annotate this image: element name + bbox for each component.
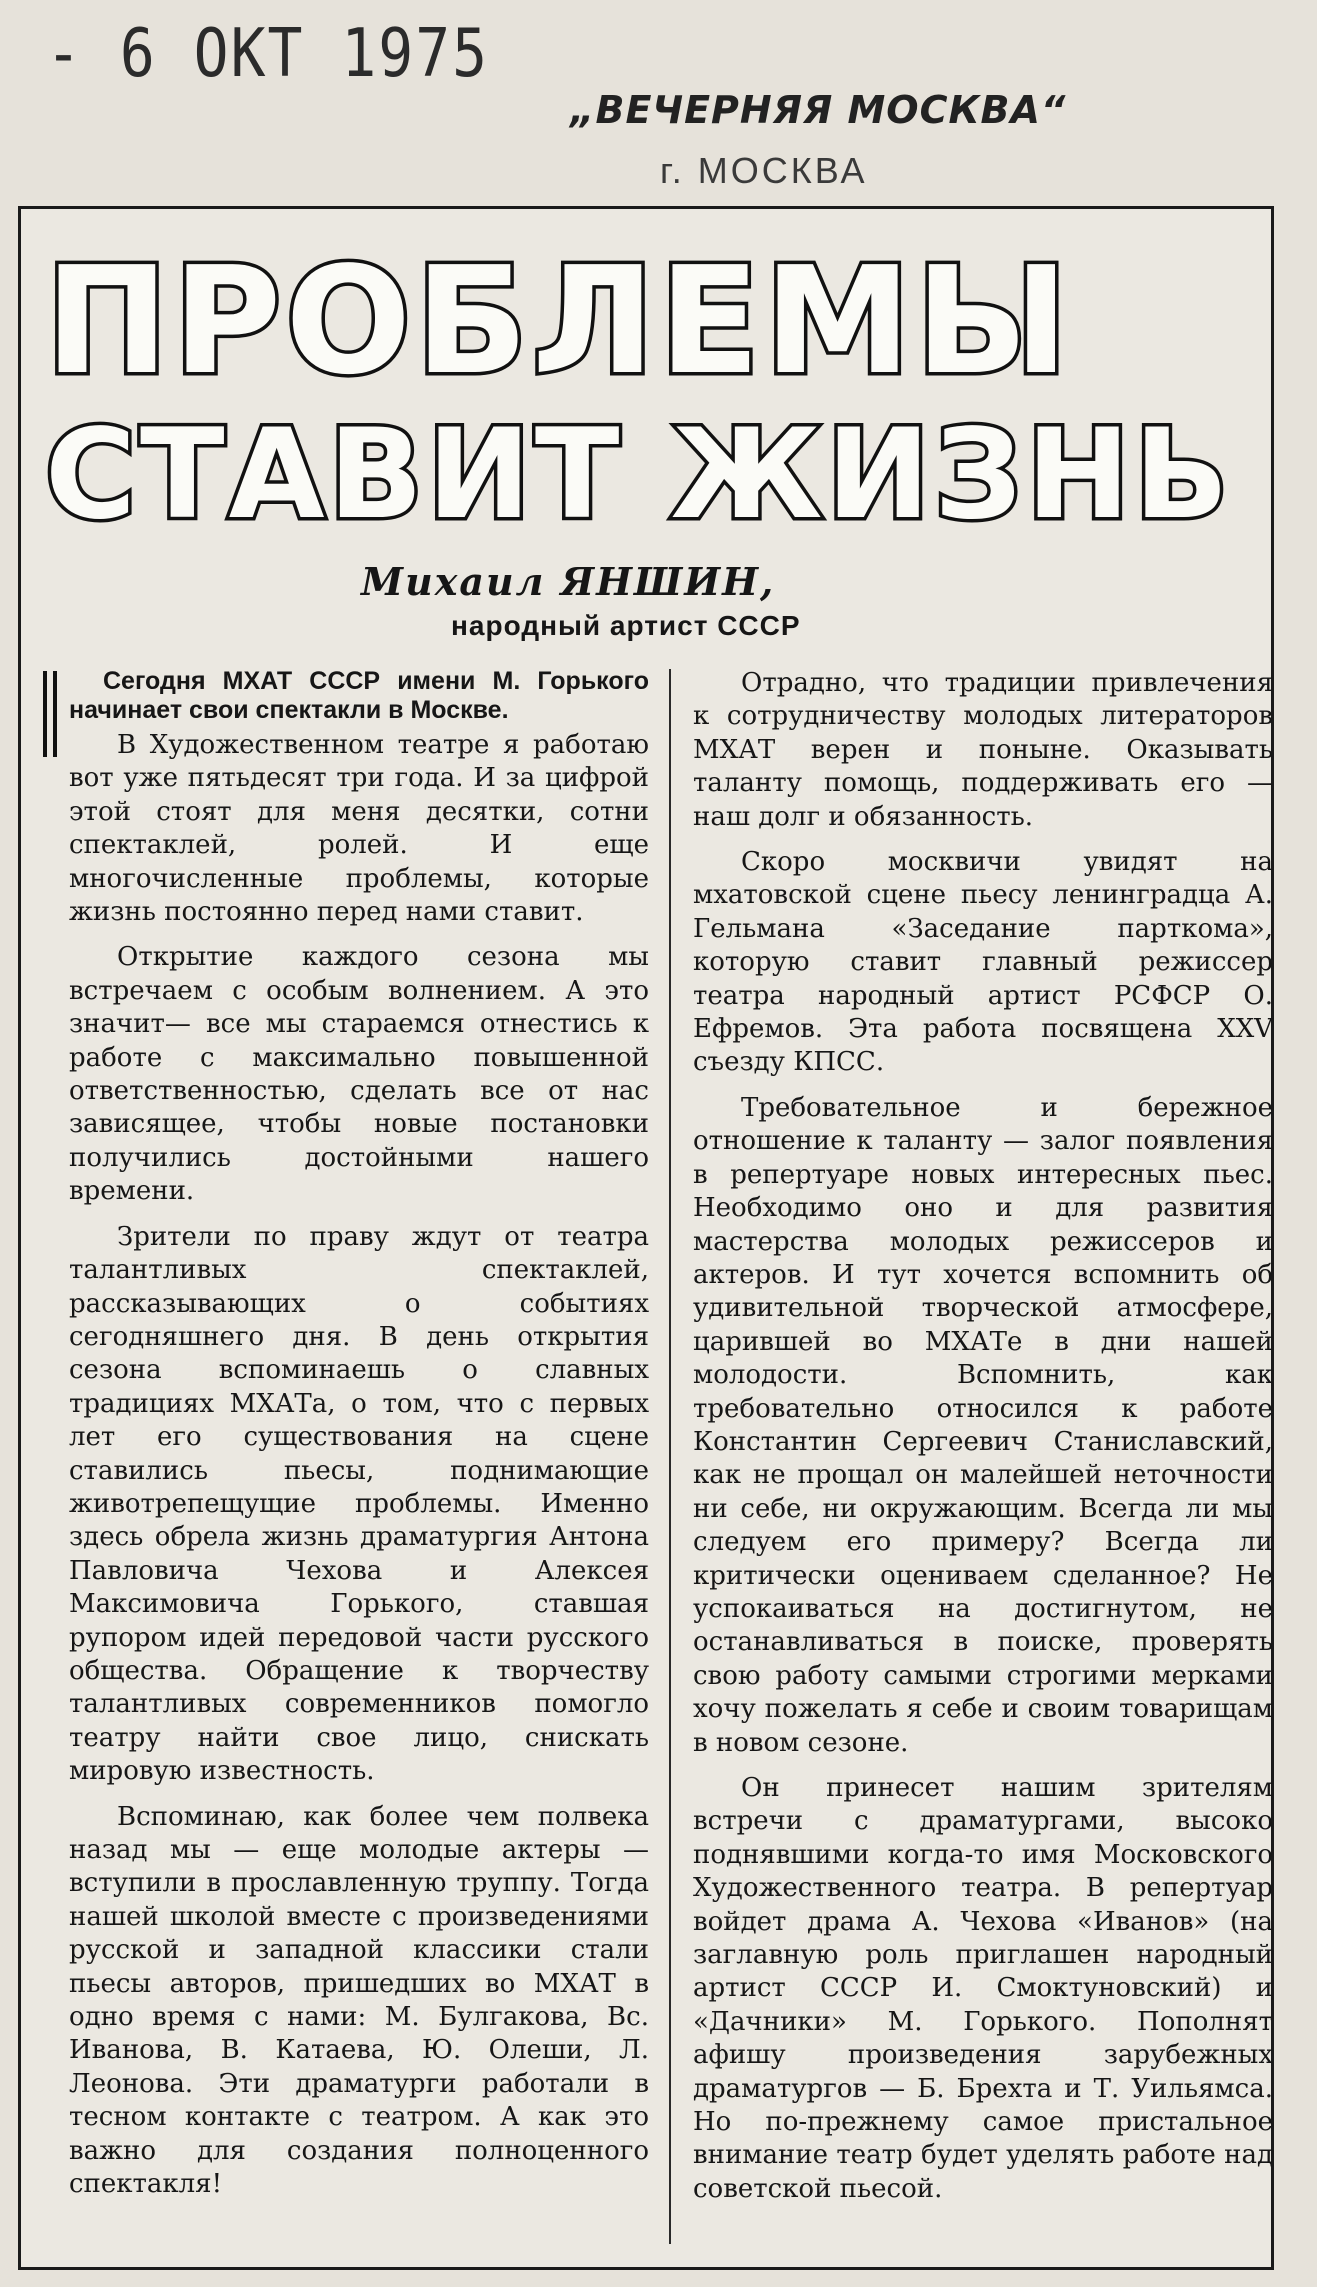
byline <box>21 559 1271 642</box>
author-name: Михаил ЯНШИН, <box>361 559 776 604</box>
headline-line-1: ПРОБЛЕМЫ <box>45 235 1073 407</box>
newspaper-city: г. МОСКВА <box>660 150 868 191</box>
headline-line-2: СТАВИТ ЖИЗНЬ <box>45 403 1233 547</box>
paragraph: Зрители по праву ждут от театра талантливых спектаклей, рассказывающих о событиях сегодняшнего дня. В день открытия сезона вспоминаешь о славных традициях МХАТа, о том, что с первых лет его существования на сцене ставились пьесы, поднимающие животрепещущие проблемы. Именно здесь обрела жизнь драматургия Антона Павловича Чехова и Алексея Максимовича Горького, ставшая рупором идей передовой части русского общества. Обращение к творчеству талантливых современников помогло театру найти свое лицо, снискать мировую известность. <box>69 1221 649 1787</box>
paragraph: Скоро москвичи увидят на мхатовской сцене пьесу ленинградца А. Гельмана «Заседание парткома», которую ставит главный режиссер театра народный артист РСФСР О. Ефремов. Эта работа посвящена XXV съезду КПСС. <box>693 847 1273 1078</box>
lead-marker <box>43 671 57 757</box>
column-divider <box>669 669 671 2244</box>
article-lead: Сегодня МХАТ СССР имени М. Горького начинает свои спектакли в Москве. <box>69 667 649 724</box>
newspaper-name: „ВЕЧЕРНЯЯ МОСКВА“ <box>570 88 1067 132</box>
date-stamp: - 6 ОКТ 1975 <box>46 14 490 93</box>
paragraph: В Художественном театре я работаю вот уже пятьдесят три года. И за цифрой этой стоят для меня десятки, сотни спектаклей, ролей. И еще многочисленные проблемы, которые жизнь постоянно перед нами ставит. <box>69 730 649 928</box>
article-column-right <box>693 667 1273 2218</box>
paragraph: Вспоминаю, как более чем полвека назад мы — еще молодые актеры — вступили в прославленную труппу. Тогда нашей школой вместе с произведениями русской и западной классики стали пьесы авторов, пришедших во МХАТ в одно время с нами: М. Булгакова, Вс. Иванова, В. Катаева, Ю. Олеши, Л. Леонова. Эти драматурги работали в тесном контакте с театром. А как это важно для создания полноценного спектакля! <box>69 1801 649 2200</box>
paragraph: Открытие каждого сезона мы встречаем с особым волнением. А это значит— все мы стараемся отнестись к работе с максимально повышенной ответственностью, сделать все от нас зависящее, чтобы новые постановки получились достойными нашего времени. <box>69 942 649 1207</box>
article-column-left <box>69 667 649 2213</box>
paragraph: Отрадно, что традиции привлечения к сотрудничеству молодых литераторов МХАТ верен и поныне. Оказывать таланту помощь, поддерживать его — наш долг и обязанность. <box>693 668 1273 832</box>
paragraph: Требовательное и бережное отношение к таланту — залог появления в репертуаре новых интересных пьес. Необходимо оно и для развития мастерства молодых режиссеров и актеров. И тут хочется вспомнить об удивительной творческой атмосфере, царившей во МХАТе в дни нашей молодости. Вспомнить, как требовательно относился к работе Константин Сергеевич Станиславский, как не прощал он малейшей неточности ни себе, ни окружающим. Всегда ли мы следуем его примеру? Всегда ли критически оцениваем сделанное? Не успокаиваться на достигнутом, не останавливаться в поиске, проверять свою работу самыми строгими мерками хочу пожелать я себе и своим товарищам в новом сезоне. <box>693 1092 1273 1758</box>
article-clipping <box>18 206 1274 2270</box>
paragraph: Он принесет нашим зрителям встречи с драматургами, высоко поднявшими когда-то имя Московского Художественного театра. В репертуар войдет драма А. Чехова «Иванов» (на заглавную роль приглашен народный артист СССР И. Смоктуновский) и «Дачники» М. Горького. Пополнят афишу произведения зарубежных драматургов — Б. Брехта и Т. Уильямса. Но по-прежнему самое пристальное внимание театр будет уделять работе над советской пьесой. <box>693 1773 1273 2204</box>
author-title: народный артист СССР <box>451 610 801 641</box>
